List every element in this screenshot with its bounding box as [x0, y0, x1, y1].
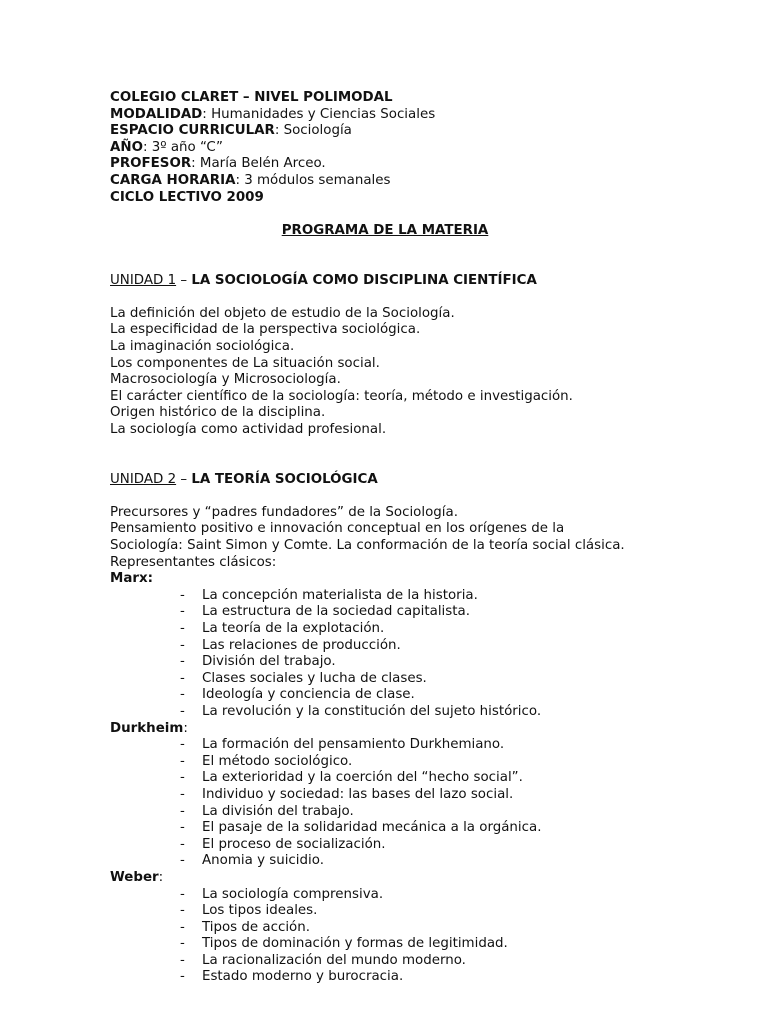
marx-item-text: La estructura de la sociedad capitalista. [202, 604, 470, 620]
unit2-label: UNIDAD 2 [110, 471, 177, 487]
unit1-title: LA SOCIOLOGÍA COMO DISCIPLINA CIENTÍFICA [191, 272, 537, 288]
weber-item-text: Tipos de dominación y formas de legitimidad. [202, 936, 508, 952]
marx-item [110, 588, 710, 605]
durkheim-heading [110, 721, 710, 738]
header-label: AÑO [110, 139, 143, 155]
unit1-label: UNIDAD 1 [110, 272, 177, 288]
weber-item [110, 887, 710, 904]
dash-bullet: - [180, 886, 185, 902]
weber-item [110, 920, 710, 937]
marx-item [110, 671, 710, 688]
durkheim-item [110, 737, 710, 754]
durkheim-item-text: La formación del pensamiento Durkhemiano. [202, 737, 505, 753]
dash-bullet: - [180, 654, 185, 670]
unit1-item: El carácter científico de la sociología: teoría, método e investigación. [110, 388, 573, 404]
dash-bullet: - [180, 621, 185, 636]
unit2-heading [110, 472, 710, 489]
unit2-intro-line: Sociología: Saint Simon y Comte. La conformación de la teoría social clásica. [110, 538, 625, 554]
durkheim-item-text: Individuo y sociedad: las bases del lazo social. [202, 786, 514, 802]
dash-bullet: - [180, 604, 185, 620]
header-value: : Humanidades y Ciencias Sociales [202, 106, 436, 122]
marx-item-text: La teoría de la explotación. [202, 621, 385, 636]
weber-heading [110, 870, 710, 887]
weber-item-text: Los tipos ideales. [202, 903, 318, 919]
marx-item-text: División del trabajo. [202, 654, 336, 670]
dash-bullet: - [180, 786, 185, 802]
unit1-heading [110, 273, 710, 290]
header-row-carga [110, 173, 710, 190]
dash-bullet: - [180, 803, 185, 819]
dash-bullet: - [180, 737, 185, 753]
marx-item-text: Clases sociales y lucha de clases. [202, 670, 427, 686]
dash-bullet: - [180, 919, 185, 935]
dash-bullet: - [180, 587, 185, 603]
document-page [110, 90, 710, 986]
dash-bullet: - [180, 936, 185, 952]
program-title: PROGRAMA DE LA MATERIA [281, 222, 489, 238]
weber-item-text: Tipos de acción. [202, 919, 310, 935]
header-row-modalidad [110, 107, 710, 124]
unit1-item: La definición del objeto de estudio de la Sociología. [110, 305, 455, 321]
durkheim-item [110, 770, 710, 787]
dash-bullet: - [180, 770, 185, 786]
durkheim-item [110, 787, 710, 804]
weber-item [110, 969, 710, 986]
dash-bullet: - [180, 952, 185, 968]
header-label: MODALIDAD [110, 106, 203, 122]
dash-bullet: - [180, 903, 185, 919]
durkheim-item [110, 820, 710, 837]
durkheim-item-text: El proceso de socialización. [202, 836, 386, 852]
durkheim-item-text: La exterioridad y la coerción del “hecho social”. [202, 770, 523, 786]
header-row-profesor [110, 156, 710, 173]
weber-item-text: La sociología comprensiva. [202, 886, 384, 902]
dash-bullet: - [180, 820, 185, 836]
durkheim-item-text: Anomia y suicidio. [202, 853, 324, 869]
durkheim-item [110, 754, 710, 771]
header-label: ESPACIO CURRICULAR [110, 123, 275, 139]
weber-item [110, 936, 710, 953]
marx-item-text: Ideología y conciencia de clase. [202, 687, 415, 703]
marx-item-text: Las relaciones de producción. [202, 637, 401, 653]
durkheim-item [110, 853, 710, 870]
header-value: : Sociología [274, 123, 352, 139]
unit2-title: LA TEORÍA SOCIOLÓGICA [191, 471, 378, 487]
marx-item [110, 604, 710, 621]
dash-bullet: - [180, 687, 185, 703]
weber-item [110, 903, 710, 920]
durkheim-item-text: El método sociológico. [202, 753, 353, 769]
weber-colon: : [158, 869, 164, 885]
school-name: COLEGIO CLARET – NIVEL POLIMODAL [110, 90, 393, 105]
unit1-item: La sociología como actividad profesional. [110, 421, 387, 437]
marx-item-text: La revolución y la constitución del sujeto histórico. [202, 703, 542, 719]
durkheim-item [110, 837, 710, 854]
marx-item-text: La concepción materialista de la historia. [202, 587, 478, 603]
dash-bullet: - [180, 703, 185, 719]
unit1-item: Macrosociología y Microsociología. [110, 372, 341, 388]
dash-bullet: - [180, 836, 185, 852]
durkheim-item [110, 804, 710, 821]
durkheim-item-text: El pasaje de la solidaridad mecánica a la orgánica. [202, 820, 542, 836]
header-label: PROFESOR [110, 156, 192, 172]
unit1-item: Los componentes de La situación social. [110, 355, 380, 371]
marx-item [110, 654, 710, 671]
cycle-year: CICLO LECTIVO 2009 [110, 189, 264, 205]
unit2-intro-line: Precursores y “padres fundadores” de la Sociología. [110, 504, 458, 520]
unit1-item: La especificidad de la perspectiva sociológica. [110, 322, 421, 338]
unit2-sep: – [176, 471, 192, 487]
header-label: CARGA HORARIA [110, 172, 236, 188]
marx-item [110, 621, 710, 638]
unit2-intro-line: Representantes clásicos: [110, 554, 277, 570]
header-value: : María Belén Arceo. [191, 156, 326, 172]
marx-item [110, 704, 710, 721]
unit1-item: La imaginación sociológica. [110, 338, 295, 354]
weber-item-text: Estado moderno y burocracia. [202, 969, 404, 985]
unit1-sep: – [176, 272, 192, 288]
marx-item [110, 638, 710, 655]
dash-bullet: - [180, 753, 185, 769]
dash-bullet: - [180, 853, 185, 869]
unit1-item: Origen histórico de la disciplina. [110, 405, 326, 421]
header-row-anio [110, 140, 710, 157]
header-row-espacio [110, 123, 710, 140]
header-value: : 3º año “C” [142, 139, 223, 155]
marx-heading: Marx: [110, 571, 153, 587]
durkheim-item-text: La división del trabajo. [202, 803, 354, 819]
header-value: : 3 módulos semanales [235, 172, 391, 188]
marx-item [110, 687, 710, 704]
durkheim-name: Durkheim [110, 720, 184, 736]
durkheim-colon: : [183, 720, 188, 736]
weber-item-text: La racionalización del mundo moderno. [202, 952, 466, 968]
dash-bullet: - [180, 969, 185, 985]
dash-bullet: - [180, 637, 185, 653]
dash-bullet: - [180, 670, 185, 686]
weber-item [110, 953, 710, 970]
weber-name: Weber [110, 869, 159, 885]
unit2-intro-line: Pensamiento positivo e innovación conceptual en los orígenes de la [110, 521, 565, 537]
program-title-row [110, 223, 660, 240]
